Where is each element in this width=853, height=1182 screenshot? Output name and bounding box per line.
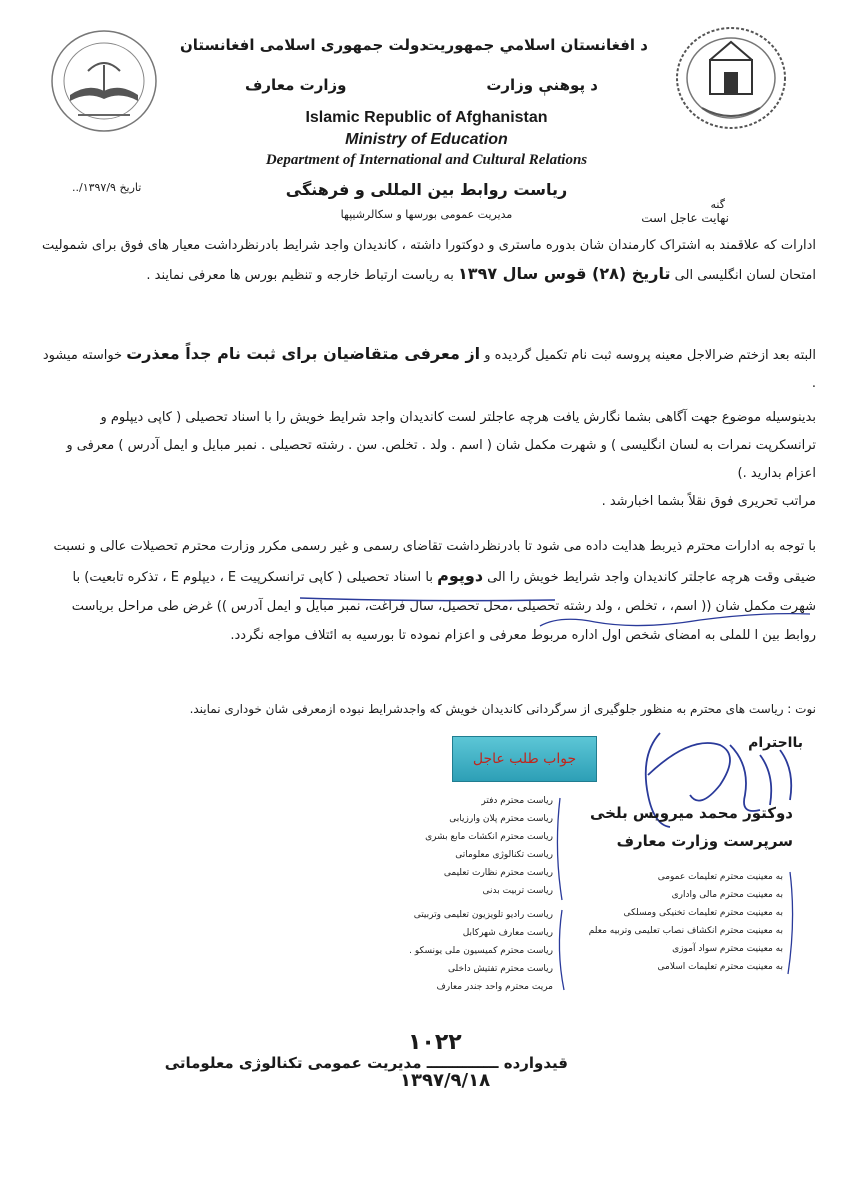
header-dari-line1: دولت جمهوری اسلامی افغانستان <box>180 36 428 54</box>
signer-name: دوکتور محمد میرویس بلخی <box>589 804 793 822</box>
paragraph-2: البته بعد ازختم ضرالاجل معینه پروسه ثبت نام تکمیل گردیده و از معرفی متقاضیان برای ثبت نام جداً معذرت خواسته میشود . <box>42 344 816 391</box>
distribution-item: به معینیت محترم تعلیمات عمومی <box>657 872 783 882</box>
distribution-item: به معینیت محترم سواد آموزی <box>672 944 783 954</box>
header-english-line2: Ministry of Education <box>345 131 508 148</box>
paragraph-3: بدینوسیله موضوع جهت آگاهی بشما نگارش یافت هرچه عاجلتر لست کاندیدان واجد شرایط خویش را با اسناد تحصیلی ( کاپی دیپلوم و ترانسکرپت نمرات به لسان انگلیسی ) و شهرت مکمل شان ( اسم . ولد . تخلص. سن . رشته تحصیلی . نمبر مبایل و ایمل آدرس ) معرفی و اعزام بدارید .) مراتب تحریری فوق نقلاً بشما اخبارشد . <box>66 410 816 509</box>
signer-title: سرپرست وزارت معارف <box>616 832 793 850</box>
directorate-subtitle: مدیریت عمومی بورسها و سکالرشیپها <box>340 208 513 221</box>
header-english-line1: Islamic Republic of Afghanistan <box>305 109 548 126</box>
letter-date: تاریخ ۱۳۹۷/۹/.. <box>72 181 142 194</box>
paragraph-4: با توجه به ادارات محترم ذیربط هدایت داده می شود تا بادرنظرداشت تقاضای رسمی و غیر رسمی مکرر وزارت محترم تحصیلات عالی و نسبت ضیقی وقت هرچه عاجلتر کاندیدان واجد شرایط خویش را الی دوپوم با اسناد تحصیلی ( کاپی ترانسکرپیت E ، دیپلوم E ، تذکره تابعیت) با شهرت مکمل شان (( اسم، ، تخلص ، ولد رشته تحصیلی ،محل تحصیل، سال فراغت، نمبر مبایل و ایمل آدرس )) غرض طی مراحل بریاست روابط بین ا للملی به امضای شخص اول اداره مربوط معرفی و اعزام نموده تا بورسیه به ائتلاف مواجه نگردد. <box>53 539 816 643</box>
distribution-item: ریاست معارف شهرکابل <box>462 928 553 938</box>
apology-highlight: از معرفی متقاضیان برای ثبت نام جداً معذرت <box>126 344 481 363</box>
header-dari-line2: وزارت معارف <box>245 76 347 94</box>
distribution-item: ریاست محترم انکشات مابع بشری <box>425 832 553 842</box>
distribution-item: به معینیت محترم مالی واداری <box>671 890 783 900</box>
letter-number-label: گنه <box>710 198 725 211</box>
distribution-item: مریت محترم واحد جندر معارف <box>436 982 553 992</box>
urgency-label: نهایت عاجل است <box>641 211 729 225</box>
header-pashto-line2: د پوهنې وزارت <box>486 76 598 94</box>
deadline-date-highlight: دوپوم <box>437 566 484 585</box>
distribution-item: به معینیت محترم تعلیمات تخنیکی ومسلکی <box>623 908 783 918</box>
header-english-line3: Department of International and Cultural Relations <box>265 152 588 168</box>
deadline-highlight: تاریخ (۲۸) قوس سال ۱۳۹۷ <box>458 264 671 283</box>
distribution-item: ریاست تکنالوژی معلوماتی <box>455 850 553 860</box>
regards-text: بااحترام <box>748 735 803 751</box>
paragraph-3-end: مراتب تحریری فوق نقلاً بشما اخبارشد . <box>601 494 816 509</box>
registry-date: ۱۳۹۷/۹/۱۸ <box>400 1070 491 1091</box>
registry-text: قیدوارده ــــــــــــــ مدیریت عمومی تکنالوژی معلوماتی <box>164 1054 568 1072</box>
paragraph-1: ادارات که علاقمند به اشتراک کارمندان شان بدوره ماستری و دوکتورا داشته ، کاندیدان واجد شرایط بادرنظرداشت معیار های فوق برای شمولیت امتحان لسان انگلیسی الی تاریخ (۲۸) قوس سال ۱۳۹۷ به ریاست ارتباط خارجه و تنظیم بورس ها معرفی نمایند . <box>41 238 816 283</box>
urgent-reply-button[interactable]: جواب طلب عاجل <box>452 736 597 782</box>
distribution-item: ریاست تربیت بدنی <box>482 886 553 896</box>
distribution-item: ریاست محترم دفتر <box>481 796 553 806</box>
registry-number: ۱۰۲۲ <box>408 1030 462 1055</box>
note-text: نوت : ریاست های محترم به منظور جلوگیری از سرگردانی کاندیدان خویش که واجدشرایط نبوده ازمعرفی شان خوداری نمایند. <box>189 702 816 716</box>
distribution-item: به معینیت محترم تعلیمات اسلامی <box>657 962 783 972</box>
distribution-item: ریاست رادیو تلویزیون تعلیمی وتربیتی <box>413 910 553 920</box>
presidency-title: ریاست روابط بین المللی و فرهنگی <box>285 180 568 199</box>
header-pashto-line1: د افغانستان اسلامي جمهوریت <box>424 36 648 54</box>
distribution-item: ریاست محترم نظارت تعلیمی <box>443 868 553 878</box>
distribution-item: ریاست محترم کمیسیون ملی یونسکو . <box>409 946 553 956</box>
distribution-item: ریاست محترم پلان وارزیابی <box>449 814 553 824</box>
distribution-item: به معینیت محترم انکشاف نصاب تعلیمی وتربیه معلم <box>588 926 783 936</box>
distribution-item: ریاست محترم تفتیش داخلی <box>448 964 553 974</box>
